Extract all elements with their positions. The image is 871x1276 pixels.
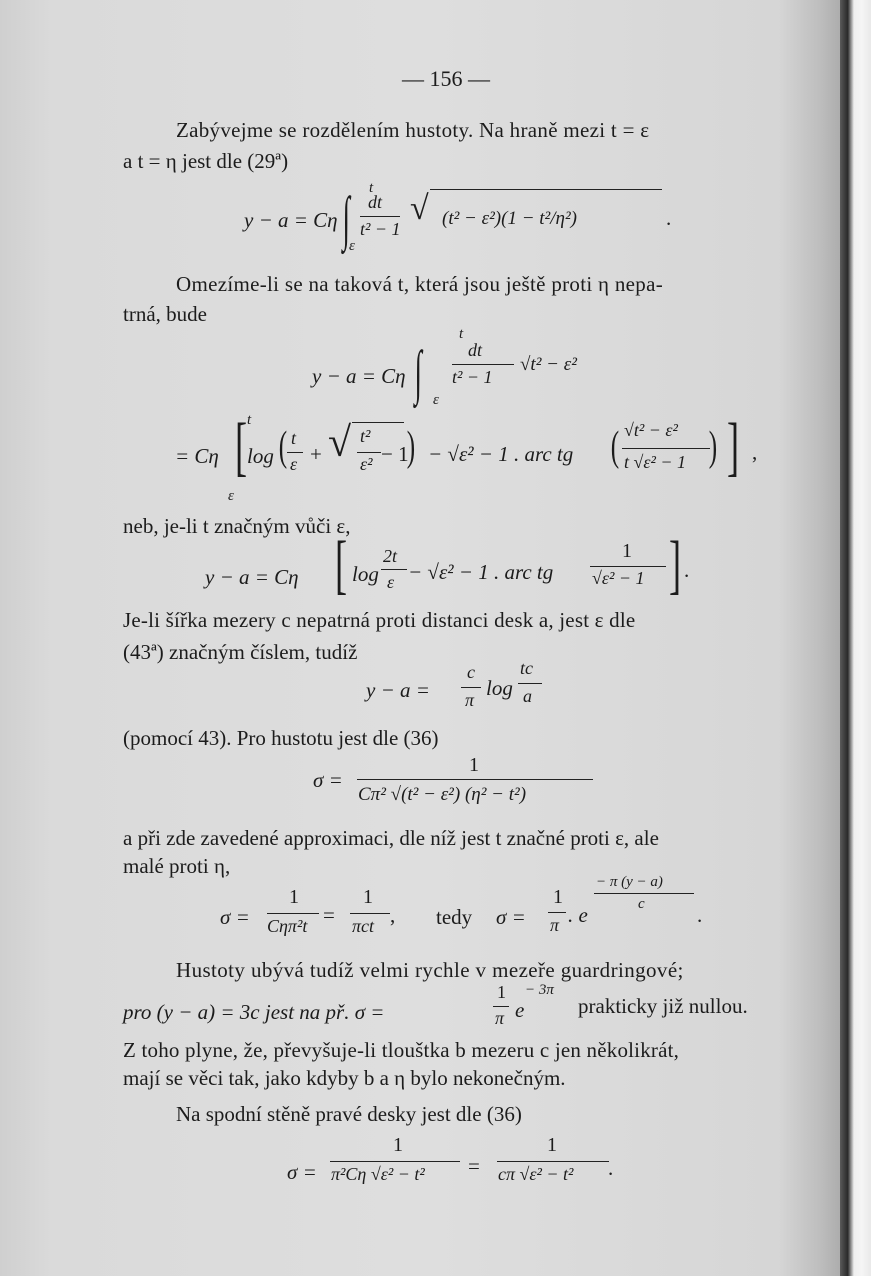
eq5-fraction-bar-2	[518, 683, 542, 684]
paragraph-7-num: 1	[497, 982, 506, 1002]
eq3-root-sign: √	[328, 420, 352, 466]
paragraph-8-line-1: Z toho plyne, že, převyšuje-li tlouštka b mezeru c jen několikrát,	[123, 1038, 680, 1062]
eq3-at-bar	[622, 448, 710, 449]
eq8-num-2: 1	[547, 1134, 557, 1156]
eq6-lhs: σ =	[313, 768, 343, 792]
paragraph-1-line-1: Zabývejme se rozdělením hustoty. Na hraně mezi t = ε	[176, 118, 650, 142]
eq8-end: .	[608, 1156, 614, 1180]
page-number: — 156 —	[402, 66, 490, 91]
eq4-left-bracket: [	[334, 528, 348, 601]
paragraph-7-exp-base: e	[515, 998, 525, 1022]
eq3-root-bar	[352, 422, 404, 423]
eq1-root-bar	[430, 189, 662, 190]
eq5-denominator: π	[465, 690, 475, 710]
eq4-frac-num: 1	[622, 540, 632, 562]
eq4-denominator: ε	[387, 572, 395, 592]
eq6-denominator: Cπ² √(t² − ε²) (η² − t²)	[358, 784, 527, 805]
paragraph-5: (pomocí 43). Pro hustotu jest dle (36)	[123, 726, 439, 750]
eq2-numerator: dt	[468, 340, 483, 360]
eq5-numerator: c	[467, 662, 475, 682]
eq7-bar-1	[267, 913, 319, 914]
paragraph-1-line-2: a t = η jest dle (29ª)	[123, 149, 289, 173]
paragraph-9: Na spodní stěně pravé desky jest dle (36)	[176, 1102, 522, 1126]
paragraph-7-den: π	[495, 1008, 505, 1028]
eq2-denominator: t² − 1	[452, 367, 493, 387]
eq3-left-bracket: [	[234, 410, 248, 483]
eq1-end: .	[666, 206, 672, 230]
eq1-fraction-bar	[360, 216, 400, 217]
eq4-middle: − √ε² − 1 . arc tg	[408, 560, 554, 584]
eq7-den-3: π	[550, 915, 560, 935]
eq8-bar-2	[497, 1161, 609, 1162]
paragraph-2-line-1: Omezíme-li se na taková t, která jsou ještě proti η nepa-	[176, 272, 664, 296]
eq3-close-paren: )	[406, 424, 416, 470]
eq3-log: log	[247, 444, 274, 468]
eq8-bar-1	[330, 1161, 460, 1162]
eq7-num-2: 1	[363, 886, 373, 908]
eq3-plus: +	[310, 442, 322, 466]
eq2-lower-limit: ε	[433, 392, 439, 408]
eq7-exp-base: . e	[568, 903, 588, 927]
paragraph-7-post: prakticky již nullou.	[578, 994, 748, 1018]
eq2-fraction-bar	[452, 364, 514, 365]
eq3-middle: − √ε² − 1 . arc tg	[428, 442, 574, 466]
eq4-end: .	[684, 558, 690, 582]
paragraph-4-line-2: (43ª) značným číslem, tudíž	[123, 640, 358, 664]
eq3-at-num: √t² − ε²	[624, 420, 678, 440]
eq5-log: log	[486, 676, 513, 700]
eq3-at-den: t √ε² − 1	[624, 452, 687, 472]
eq3-prefix: = Cη	[175, 444, 219, 468]
eq7-exponent-numerator: − π (y − a)	[596, 874, 663, 890]
eq7-comma: ,	[390, 903, 396, 927]
eq5-denominator-2: a	[523, 686, 532, 706]
eq4-fraction-bar	[381, 569, 407, 570]
eq3-minus-one: − 1	[381, 442, 409, 466]
eq1-denominator: t² − 1	[360, 219, 401, 239]
eq8-den-2: cπ √ε² − t²	[498, 1164, 574, 1184]
eq1-root-sign: √	[410, 190, 429, 227]
eq2-integral-sign: ∫	[414, 339, 422, 405]
eq1-radicand: (t² − ε²)(1 − t²/η²)	[442, 208, 577, 229]
paragraph-7-pre: pro (y − a) = 3c jest na př. σ =	[123, 1000, 385, 1024]
eq3-lower-limit: ε	[228, 488, 234, 504]
eq7-exponent-bar	[594, 893, 694, 894]
eq7-equals: =	[323, 903, 335, 927]
paragraph-6-line-1: a při zde zavedené approximaci, dle níž jest t značné proti ε, ale	[123, 826, 659, 850]
eq3-frac-den: ε	[290, 454, 298, 474]
eq7-bar-3	[548, 912, 566, 913]
book-spine-edge	[840, 0, 871, 1276]
paragraph-2-line-2: trná, bude	[123, 302, 207, 326]
paragraph-8-line-2: mají se věci tak, jako kdyby b a η bylo nekonečným.	[123, 1066, 566, 1090]
eq4-right-bracket: ]	[668, 528, 682, 601]
eq3-frac-num: t	[291, 428, 297, 448]
eq1-numerator: dt	[368, 192, 383, 212]
eq7-end: .	[697, 903, 703, 927]
eq1-upper-limit: t	[369, 180, 374, 196]
eq4-log: log	[352, 562, 379, 586]
eq1-lhs: y − a = Cη	[244, 208, 338, 232]
paragraph-3: neb, je-li t značným vůči ε,	[123, 514, 351, 538]
eq2-root: √t² − ε²	[520, 354, 577, 375]
eq7-den-2: πct	[352, 916, 375, 936]
eq5-lhs: y − a =	[366, 678, 430, 702]
eq7-num-3: 1	[553, 886, 563, 908]
eq4-lhs: y − a = Cη	[205, 565, 299, 589]
eq7-num-1: 1	[289, 886, 299, 908]
eq8-num-1: 1	[393, 1134, 403, 1156]
eq1-integral-sign: ∫	[342, 185, 350, 251]
eq3-open-paren-2: (	[610, 424, 620, 470]
eq7-den-1: Cηπ²t	[267, 916, 308, 936]
eq2-lhs: y − a = Cη	[312, 364, 406, 388]
eq3-open-paren: (	[278, 424, 288, 470]
paragraph-6-line-2: malé proti η,	[123, 854, 231, 878]
eq3-close-paren-2: )	[708, 424, 718, 470]
eq7-exponent-denominator: c	[638, 896, 645, 912]
paragraph-7-line-1: Hustoty ubývá tudíž velmi rychle v mezeře guardringové;	[176, 958, 684, 982]
eq2-upper-limit: t	[459, 326, 464, 342]
eq7-bar-2	[350, 913, 390, 914]
eq5-numerator-2: tc	[520, 658, 533, 678]
eq8-equals: =	[468, 1154, 480, 1178]
eq1-lower-limit: ε	[349, 238, 355, 254]
eq3-end: ,	[752, 440, 758, 464]
eq7-tedy: tedy	[436, 905, 473, 929]
eq7-sigma: σ =	[496, 905, 526, 929]
eq6-fraction-bar	[357, 779, 593, 780]
eq7-lhs: σ =	[220, 905, 250, 929]
eq3-inner-den: ε²	[360, 454, 373, 474]
paragraph-4-line-1: Je-li šířka mezery c nepatrná proti distanci desk a, jest ε dle	[123, 608, 636, 632]
eq4-numerator: 2t	[383, 546, 398, 566]
eq3-inner-num: t²	[360, 426, 371, 446]
eq8-lhs: σ =	[287, 1160, 317, 1184]
eq5-fraction-bar	[461, 687, 481, 688]
eq6-numerator: 1	[469, 754, 479, 776]
eq8-den-1: π²Cη √ε² − t²	[331, 1164, 425, 1184]
eq4-frac-den: √ε² − 1	[592, 568, 645, 588]
eq3-right-bracket: ]	[726, 410, 740, 483]
eq3-upper-limit: t	[247, 412, 252, 428]
paragraph-7-exponent: − 3π	[525, 982, 554, 998]
